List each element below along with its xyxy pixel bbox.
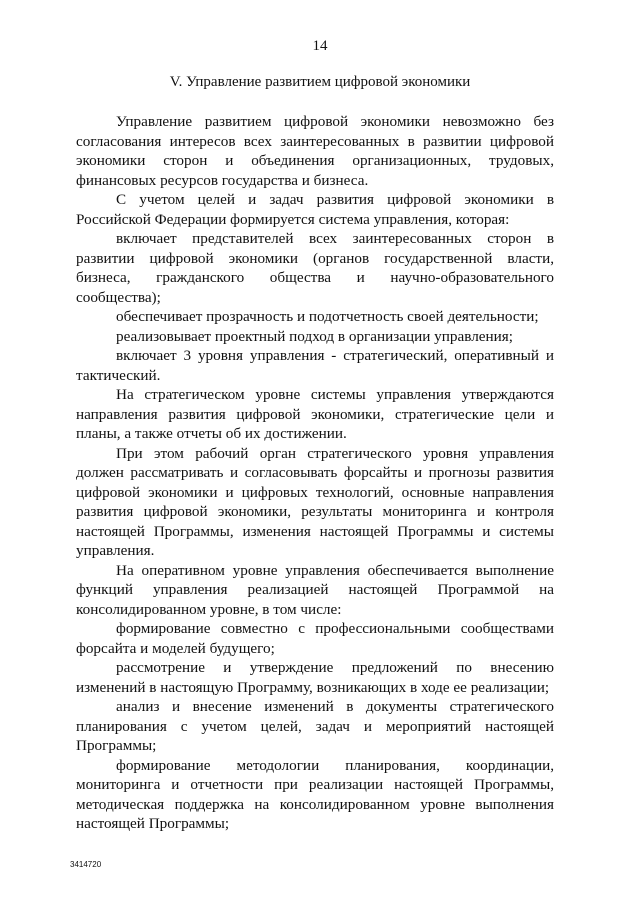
paragraph: С учетом целей и задач развития цифровой экономики в Российской Федерации формируется система управления, которая:: [76, 191, 554, 228]
document-id: 3414720: [70, 860, 102, 869]
list-item: формирование совместно с профессиональными сообществами форсайта и моделей будущего;: [76, 620, 554, 657]
paragraph: При этом рабочий орган стратегического уровня управления должен рассматривать и согласовывать форсайты и прогнозы развития цифровой экономики и цифровых технологий, основные направления развития цифровой экономики, результаты мониторинга и контроля настоящей Программы, изменения настоящей Программы и системы управления.: [76, 444, 554, 559]
list-item: включает представителей всех заинтересованных сторон в развитии цифровой экономики (органов государственной власти, бизнеса, гражданского общества и научно-образовательного сообщества);: [76, 230, 554, 306]
section-heading: V. Управление развитием цифровой экономики: [169, 74, 471, 90]
page-number: 14: [312, 38, 328, 54]
list-item: анализ и внесение изменений в документы стратегического планирования с учетом целей, задач и мероприятий настоящей Программы;: [76, 698, 554, 754]
paragraph: Управление развитием цифровой экономики невозможно без согласования интересов всех заинтересованных в развитии цифровой экономики сторон и объединения организационных, трудовых, финансовых ресурсов государства и бизнеса.: [76, 113, 554, 189]
paragraph: На оперативном уровне управления обеспечивается выполнение функций управления реализацией настоящей Программой на консолидированном уровне, в том числе:: [76, 561, 554, 618]
document-body: [76, 112, 554, 834]
list-item: включает 3 уровня управления - стратегический, оперативный и тактический.: [76, 347, 554, 384]
list-item: обеспечивает прозрачность и подотчетность своей деятельности;: [116, 308, 539, 325]
list-item: реализовывает проектный подход в организации управления;: [116, 327, 513, 345]
list-item: формирование методологии планирования, координации, мониторинга и отчетности при реализации настоящей Программы, методическая поддержка на консолидированном уровне выполнения настоящей Программы;: [76, 756, 554, 832]
paragraph: На стратегическом уровне системы управления утверждаются направления развития цифровой экономики, стратегические цели и планы, а также отчеты об их достижении.: [76, 386, 554, 442]
list-item: рассмотрение и утверждение предложений по внесению изменений в настоящую Программу, возникающих в ходе ее реализации;: [76, 659, 554, 696]
